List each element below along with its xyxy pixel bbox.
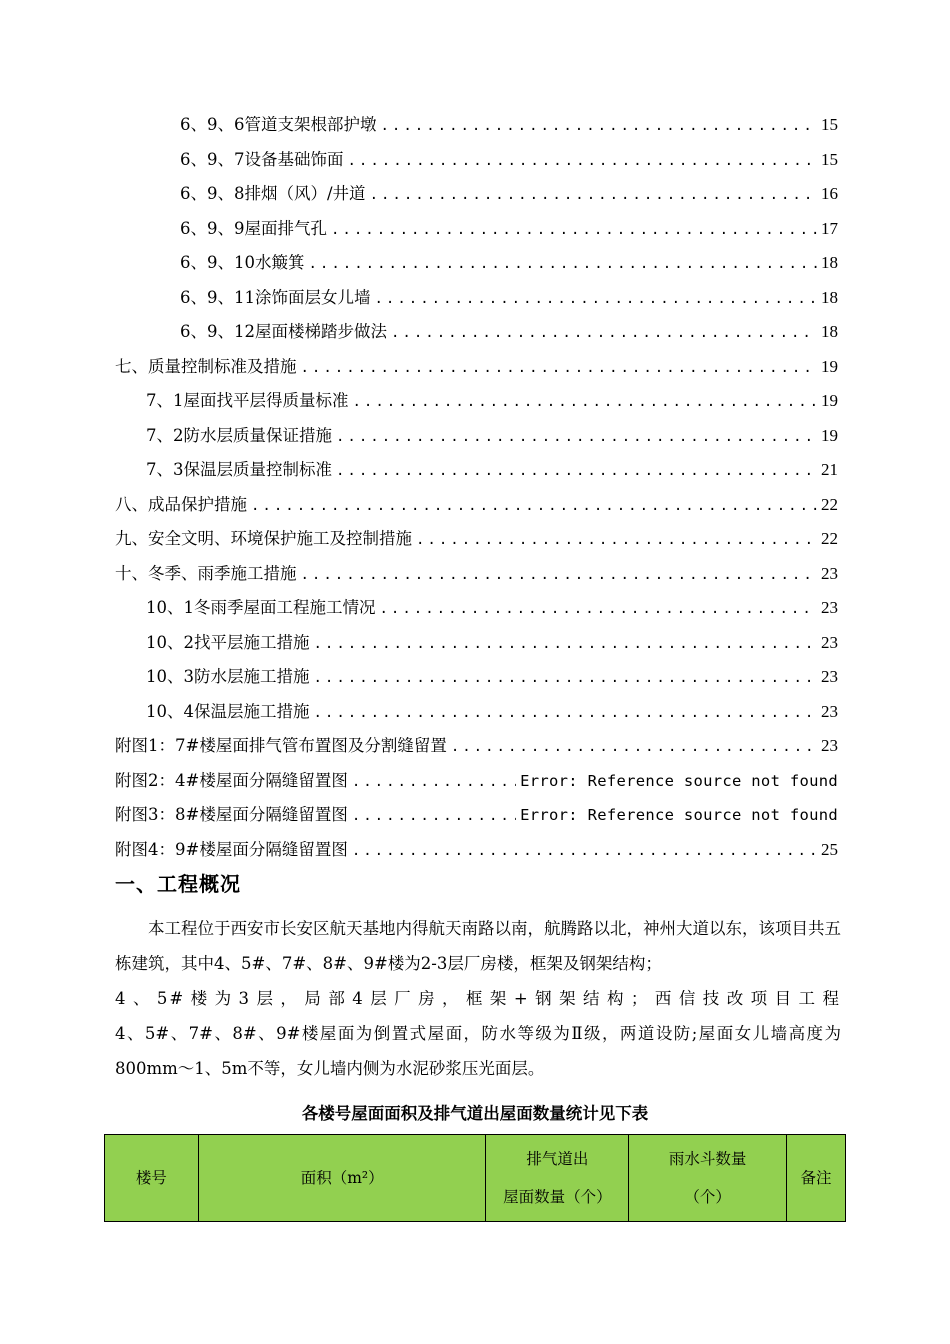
toc-entry-page: 23	[821, 632, 838, 652]
toc-entry[interactable]	[146, 384, 838, 419]
toc-entry-title: 7、2防水层质量保证措施	[146, 425, 332, 445]
toc-entry-page: 22	[821, 529, 838, 548]
project-overview	[115, 911, 841, 1086]
toc-dot-leader	[352, 799, 516, 834]
toc-entry[interactable]	[146, 660, 838, 695]
toc-entry-title: 八、成品保护措施	[115, 494, 247, 514]
toc-entry-title: 6、9、6管道支架根部护墩	[180, 115, 377, 134]
toc-dot-leader	[336, 454, 817, 489]
toc-entry[interactable]	[146, 695, 838, 730]
table-title: 各楼号屋面面积及排气道出屋面数量统计见下表	[301, 1104, 649, 1123]
toc-entry-title: 九、安全文明、环境保护施工及控制措施	[115, 529, 412, 548]
toc-entry[interactable]	[180, 246, 838, 281]
toc-entry-title: 附图4：9#楼屋面分隔缝留置图	[115, 839, 348, 859]
toc-dot-leader	[352, 765, 516, 800]
toc-entry-page: 18	[821, 322, 838, 341]
header-remark: 备注	[787, 1135, 846, 1222]
section-heading: 一、工程概况	[115, 872, 241, 896]
toc-dot-leader	[314, 627, 818, 662]
toc-entry-title: 6、9、7设备基础饰面	[180, 149, 344, 169]
toc-entry-page: 18	[821, 253, 838, 272]
toc-entry[interactable]	[115, 729, 838, 764]
toc-entry[interactable]	[180, 212, 838, 247]
toc-dot-leader	[309, 247, 818, 282]
toc-dot-leader	[370, 178, 817, 213]
toc-dot-leader	[380, 592, 818, 627]
toc-entry[interactable]	[146, 591, 838, 626]
toc-dot-leader	[314, 661, 818, 696]
toc-entry-title: 附图3：8#楼屋面分隔缝留置图	[115, 805, 348, 824]
toc-dot-leader	[331, 213, 817, 248]
toc-entry-page: 19	[821, 391, 838, 410]
toc-entry-page: 23	[821, 598, 838, 617]
toc-entry[interactable]	[180, 315, 838, 350]
toc-dot-leader	[314, 696, 818, 731]
toc-entry-title: 10、2找平层施工措施	[146, 632, 310, 652]
header-drain-line2: （个）	[684, 1188, 731, 1206]
header-area: 面积（m²）	[198, 1135, 486, 1222]
toc-entry-title: 附图2：4#楼屋面分隔缝留置图	[115, 770, 348, 790]
toc-entry[interactable]	[146, 626, 838, 661]
overview-paragraph-1: 本工程位于西安市长安区航天基地内得航天南路以南，航腾路以北，神州大道以东，该项目共五栋建筑，其中4、5#、7#、8#、9#楼为2-3层厂房楼，框架及钢架结构；	[115, 919, 841, 973]
toc-entry[interactable]	[146, 453, 838, 488]
toc-entry-page: 21	[821, 460, 838, 479]
overview-paragraph-2: 4、5#楼为3层，局部4层厂房，框架+钢架结构；西信技改项目工程	[115, 989, 841, 1008]
toc-dot-leader	[391, 316, 817, 351]
toc-entry[interactable]	[180, 281, 838, 316]
toc-entry[interactable]	[180, 177, 838, 212]
toc-entry-page: 17	[821, 218, 838, 238]
toc-entry[interactable]	[115, 833, 838, 868]
toc-entry-title: 7、1屋面找平层得质量标准	[146, 391, 349, 410]
toc-entry[interactable]	[115, 557, 838, 592]
toc-entry-title: 十、冬季、雨季施工措施	[115, 563, 297, 583]
toc-dot-leader	[353, 385, 818, 420]
toc-entry-title: 附图1：7#楼屋面排气管布置图及分割缝留置	[115, 736, 447, 755]
toc-dot-leader	[301, 558, 818, 593]
toc-entry[interactable]	[115, 350, 838, 385]
toc-dot-leader	[416, 523, 817, 558]
toc-entry-title: 6、9、10水簸箕	[180, 253, 305, 272]
toc-entry[interactable]	[180, 143, 838, 178]
table-header-row	[105, 1135, 846, 1222]
toc-entry-page: 18	[821, 287, 838, 307]
toc-dot-leader	[336, 420, 817, 455]
toc-entry-page: 23	[821, 667, 838, 686]
toc-entry[interactable]	[115, 764, 838, 799]
header-vent-line2: 屋面数量（个）	[503, 1188, 612, 1206]
toc-dot-leader	[301, 351, 818, 386]
toc-entry-page: 22	[821, 494, 838, 514]
toc-entry-page: 25	[821, 839, 838, 859]
toc-dot-leader	[375, 282, 818, 317]
toc-entry[interactable]	[115, 488, 838, 523]
toc-entry[interactable]	[115, 798, 838, 833]
toc-entry-page: 23	[821, 701, 838, 721]
roof-stats-table	[104, 1134, 846, 1222]
toc-entry-title: 6、9、9屋面排气孔	[180, 218, 327, 238]
toc-dot-leader	[348, 144, 818, 179]
toc-entry-page: Error: Reference source not found	[520, 771, 838, 790]
toc-entry[interactable]	[115, 522, 838, 557]
toc-dot-leader	[381, 109, 818, 144]
toc-entry-title: 6、9、8排烟（风）/井道	[180, 184, 366, 203]
header-vent-count	[486, 1135, 629, 1222]
toc-entry[interactable]	[180, 108, 838, 143]
toc-entry-page: 19	[821, 356, 838, 376]
toc-entry-title: 6、9、11涂饰面层女儿墙	[180, 287, 371, 307]
toc-entry-title: 10、4保温层施工措施	[146, 701, 310, 721]
toc-entry-title: 10、1冬雨季屋面工程施工情况	[146, 598, 376, 617]
header-drain-count	[629, 1135, 787, 1222]
table-of-contents	[0, 108, 950, 867]
toc-entry-page: 23	[821, 563, 838, 583]
toc-entry-page: 15	[821, 115, 838, 134]
toc-dot-leader	[352, 834, 817, 869]
header-vent-line1: 排气道出	[526, 1150, 589, 1168]
overview-paragraph-3: 4、5#、7#、8#、9#楼屋面为倒置式屋面，防水等级为Ⅱ级，两道设防;屋面女儿墙高度为800mm～1、5m不等，女儿墙内侧为水泥砂浆压光面层。	[115, 1024, 841, 1078]
toc-dot-leader	[451, 730, 817, 765]
toc-entry-title: 10、3防水层施工措施	[146, 667, 310, 686]
toc-entry-page: 19	[821, 425, 838, 445]
toc-entry-title: 七、质量控制标准及措施	[115, 356, 297, 376]
toc-entry-page: 15	[821, 149, 838, 169]
toc-entry-title: 7、3保温层质量控制标准	[146, 460, 332, 479]
toc-entry-page: 23	[821, 736, 838, 755]
toc-entry-page: 16	[821, 184, 838, 203]
toc-entry[interactable]	[146, 419, 838, 454]
toc-entry-page: Error: Reference source not found	[520, 806, 838, 824]
toc-entry-title: 6、9、12屋面楼梯踏步做法	[180, 322, 387, 341]
header-drain-line1: 雨水斗数量	[668, 1150, 747, 1168]
header-building: 楼号	[105, 1135, 199, 1222]
toc-dot-leader	[251, 489, 817, 524]
